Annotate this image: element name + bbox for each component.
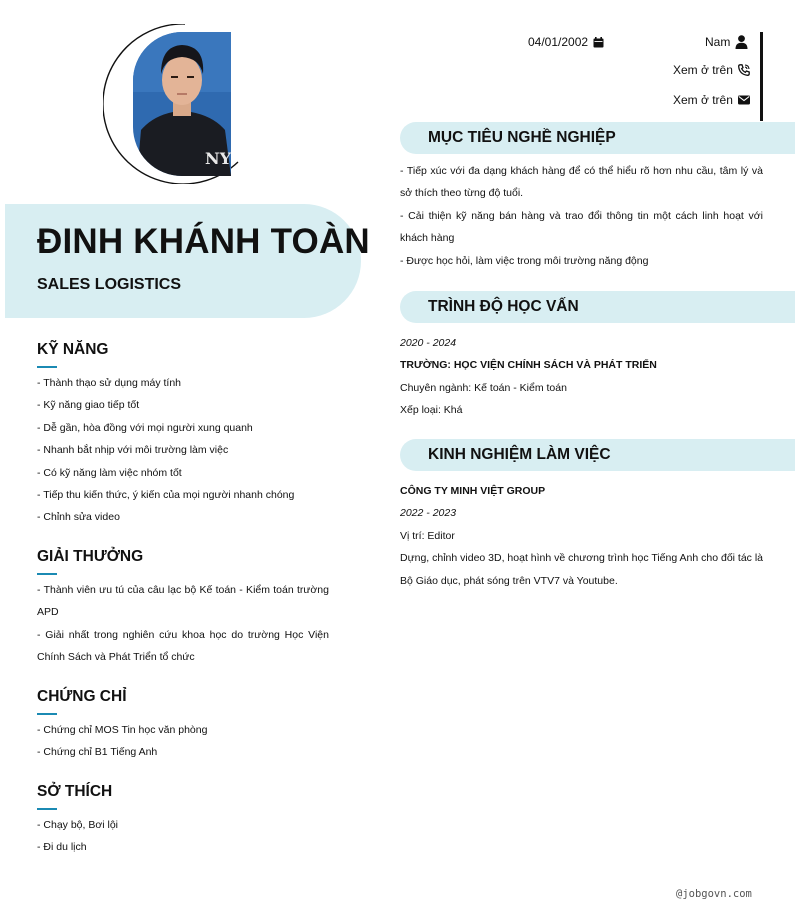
awards-underline	[37, 573, 57, 575]
skills-underline	[37, 366, 57, 368]
objective-item: - Tiếp xúc với đa dạng khách hàng để có thể hiểu rõ hơn nhu cầu, tâm lý và sở thích theo từng độ tuổi.	[400, 165, 763, 200]
contact-divider	[760, 32, 763, 121]
skill-item: - Dễ gần, hòa đồng với mọi người xung quanh	[37, 421, 253, 434]
avatar	[133, 32, 231, 176]
objective-title: MỤC TIÊU NGHỀ NGHIỆP	[428, 129, 616, 146]
certificates-section	[37, 687, 329, 764]
skill-item: - Có kỹ năng làm việc nhóm tốt	[37, 466, 182, 479]
objective-header	[400, 122, 795, 154]
skills-title: KỸ NĂNG	[37, 341, 109, 358]
awards-title: GIẢI THƯỞNG	[37, 548, 144, 565]
skill-item: - Nhanh bắt nhịp với môi trường làm việc	[37, 444, 229, 457]
award-item: - Giải nhất trong nghiên cứu khoa học do trường Học Viện Chính Sách và Phát Triển tổ chức	[37, 628, 329, 664]
award-item: - Thành viên ưu tú của câu lạc bộ Kế toán - Kiểm toán trường APD	[37, 584, 329, 619]
objective-item: - Cải thiện kỹ năng bán hàng và trao đổi thông tin một cách linh hoạt với khách hàng	[400, 209, 763, 245]
watermark: @jobgovn.com	[676, 888, 752, 900]
experience-description: Dựng, chỉnh video 3D, hoạt hình về chương trình học Tiếng Anh cho đối tác là Bộ Giáo dục, phát sóng trên VTV7 và Youtube.	[400, 552, 764, 587]
objective-item: - Được học hỏi, làm việc trong môi trường năng động	[400, 254, 649, 267]
full-name: ĐINH KHÁNH TOÀN	[37, 222, 370, 261]
education-period: 2020 - 2024	[400, 337, 457, 349]
email-text: Xem ở trên	[673, 93, 733, 107]
education-header	[400, 291, 795, 323]
education-school: TRƯỜNG: HỌC VIỆN CHÍNH SÁCH VÀ PHÁT TRIỂN	[400, 359, 657, 372]
job-title: SALES LOGISTICS	[37, 276, 182, 293]
experience-position: Vị trí: Editor	[400, 529, 455, 542]
calendar-icon	[593, 37, 604, 48]
gender-text: Nam	[705, 35, 731, 49]
experience-title: KINH NGHIỆM LÀM VIỆC	[428, 446, 611, 463]
hobbies-title: SỞ THÍCH	[37, 783, 113, 800]
hobby-item: - Đi du lịch	[37, 841, 87, 854]
svg-text:NY: NY	[205, 149, 231, 168]
dob-text: 04/01/2002	[528, 35, 589, 49]
experience-header	[400, 439, 795, 471]
experience-company: CÔNG TY MINH VIỆT GROUP	[400, 485, 546, 497]
education-body	[400, 332, 763, 422]
skill-item: - Chỉnh sửa video	[37, 511, 120, 524]
skills-section	[37, 340, 329, 529]
experience-body	[400, 480, 763, 592]
certificates-underline	[37, 713, 57, 715]
envelope-icon	[738, 95, 750, 105]
awards-section	[37, 547, 329, 669]
phone-text: Xem ở trên	[673, 63, 733, 77]
phone-row	[673, 63, 750, 77]
phone-icon	[738, 64, 750, 76]
objective-body	[400, 160, 763, 272]
certificate-item: - Chứng chỉ B1 Tiếng Anh	[37, 746, 158, 759]
experience-period: 2022 - 2023	[400, 507, 457, 520]
education-major: Chuyên ngành: Kế toán - Kiểm toán	[400, 381, 567, 394]
hobbies-underline	[37, 808, 57, 810]
certificate-item: - Chứng chỉ MOS Tin học văn phòng	[37, 724, 208, 736]
gender-row	[705, 35, 748, 49]
skill-item: - Kỹ năng giao tiếp tốt	[37, 399, 140, 412]
hobby-item: - Chạy bộ, Bơi lội	[37, 819, 119, 831]
certificates-title: CHỨNG CHỈ	[37, 688, 127, 705]
education-title: TRÌNH ĐỘ HỌC VẤN	[428, 298, 579, 315]
dob-row	[528, 35, 604, 49]
email-row	[673, 93, 750, 107]
user-icon	[735, 35, 748, 49]
education-grade: Xếp loại: Khá	[400, 404, 463, 417]
skill-item: - Tiếp thu kiến thức, ý kiến của mọi người nhanh chóng	[37, 489, 295, 502]
hobbies-section	[37, 782, 329, 859]
skill-item: - Thành thạo sử dụng máy tính	[37, 377, 182, 389]
